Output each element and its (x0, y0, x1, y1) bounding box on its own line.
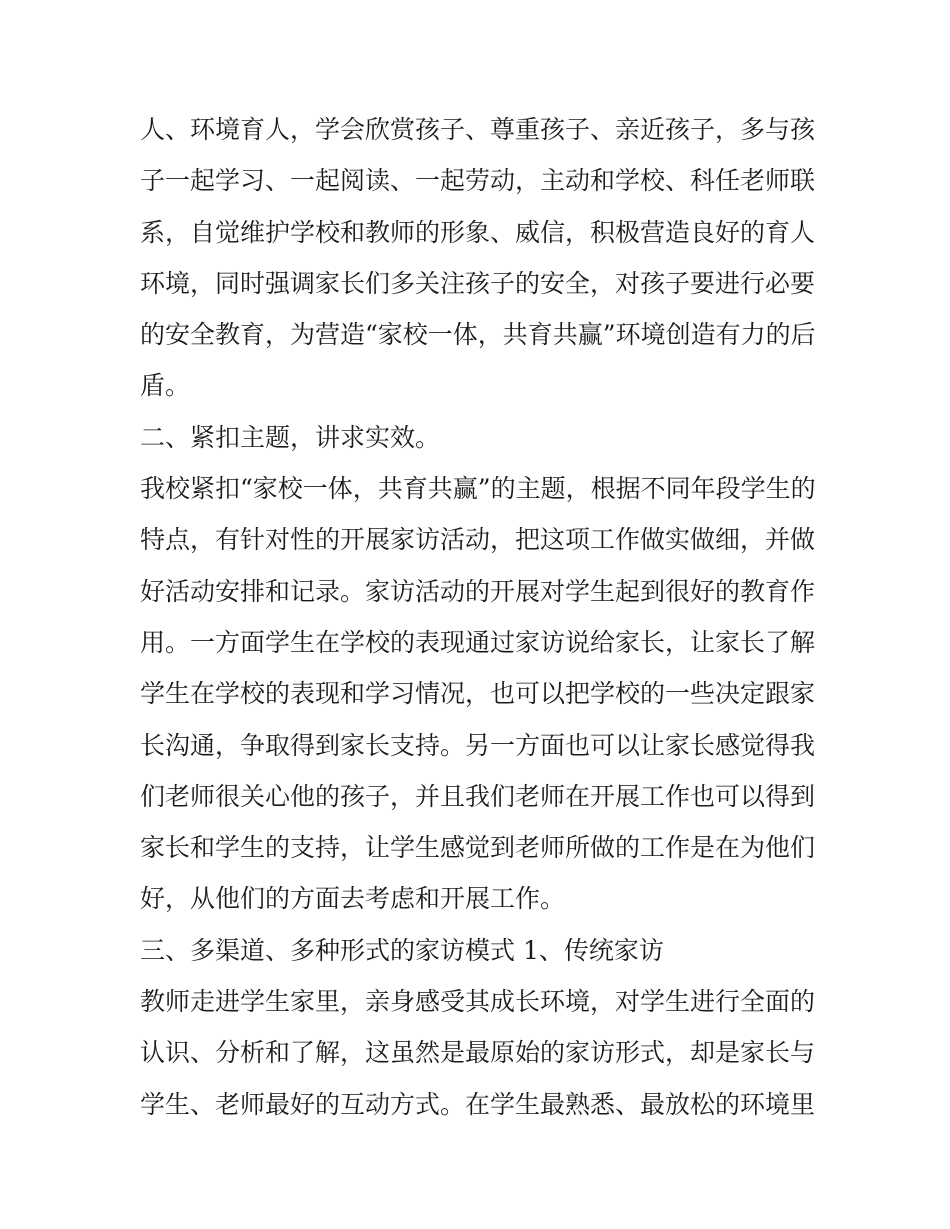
paragraph-line: 认识、分析和了解，这虽然是最原始的家访形式，却是家长与 (140, 1038, 816, 1068)
paragraph-line: 用。一方面学生在学校的表现通过家访说给家长，让家长了解 (140, 627, 816, 657)
paragraph-line: 系，自觉维护学校和教师的形象、威信，积极营造良好的育人 (140, 217, 816, 247)
document-body (140, 104, 820, 1130)
paragraph-line: 人、环境育人，学会欣赏孩子、尊重孩子、亲近孩子，多与孩 (140, 115, 816, 144)
paragraph-line: 学生在学校的表现和学习情况，也可以把学校的一些决定跟家 (140, 679, 816, 709)
paragraph-line: 们老师很关心他的孩子，并且我们老师在开展工作也可以得到 (140, 781, 816, 811)
section-heading: 三、多渠道、多种形式的家访模式 1、传统家访 (140, 935, 664, 965)
paragraph-line: 我校紧扣“家校一体，共育共赢”的主题，根据不同年段学生的 (140, 474, 816, 504)
paragraph-line: 好，从他们的方面去考虑和开展工作。 (140, 884, 566, 914)
section-heading: 二、紧扣主题，讲求实效。 (140, 422, 441, 452)
paragraph-line: 长沟通，争取得到家长支持。另一方面也可以让家长感觉得我 (140, 730, 816, 760)
paragraph-line: 盾。 (140, 371, 191, 401)
paragraph-line: 子一起学习、一起阅读、一起劳动，主动和学校、科任老师联 (140, 166, 816, 196)
paragraph-line: 的安全教育，为营造“家校一体，共育共赢”环境创造有力的后 (140, 320, 816, 350)
paragraph-line: 教师走进学生家里，亲身感受其成长环境，对学生进行全面的 (140, 987, 816, 1017)
paragraph-line: 好活动安排和记录。家访活动的开展对学生起到很好的教育作 (140, 576, 816, 606)
paragraph-line: 特点，有针对性的开展家访活动，把这项工作做实做细，并做 (140, 525, 816, 555)
paragraph-line: 环境，同时强调家长们多关注孩子的安全，对孩子要进行必要 (140, 268, 816, 298)
paragraph-line: 家长和学生的支持，让学生感觉到老师所做的工作是在为他们 (140, 833, 816, 863)
paragraph-line: 学生、老师最好的互动方式。在学生最熟悉、最放松的环境里 (140, 1089, 816, 1119)
